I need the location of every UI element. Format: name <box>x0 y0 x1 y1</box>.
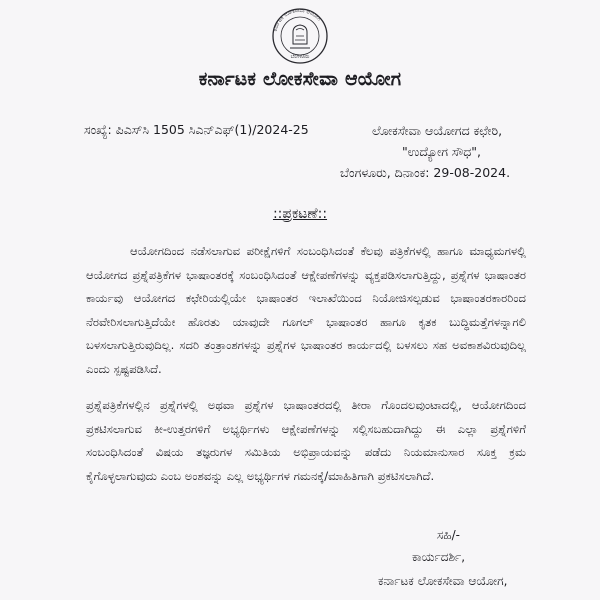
signatory-organization: ಕರ್ನಾಟಕ ಲೋಕಸೇವಾ ಆಯೋಗ, <box>378 574 508 588</box>
office-address <box>340 120 511 183</box>
svg-text:ಕರ್ನಾಟಕ ಲೋಕಸೇವಾ ಆಯೋಗ: ಕರ್ನಾಟಕ ಲೋಕಸೇವಾ ಆಯೋಗ <box>272 7 322 33</box>
office-line-2: "ಉದ್ಯೋಗ ಸೌಧ", <box>402 144 482 159</box>
paragraph-1: ಆಯೋಗದಿಂದ ನಡೆಸಲಾಗುವ ಪರೀಕ್ಷೆಗಳಿಗೆ ಸಂಬಂಧಿಸಿದಂತೆ ಕೆಲವು ಪತ್ರಿಕೆಗಳಲ್ಲಿ ಹಾಗೂ ಮಾಧ್ಯಮಗಳಲ್ಲಿ ಆಯೋಗದ ಪ್ರಶ್ನೆಪತ್ರಿಕೆಗಳ ಭಾಷಾಂತರಕ್ಕೆ ಸಂಬಂಧಿಸಿದಂತೆ ಆಕ್ಷೇಪಣೆಗಳನ್ನು ವ್ಯಕ್ತಪಡಿಸಲಾಗುತ್ತಿದ್ದು, ಪ್ರಶ್ನೆಗಳ ಭಾಷಾಂತರ ಕಾರ್ಯವು ಆಯೋಗದ ಕಛೇರಿಯಲ್ಲಿಯೇ ಭಾಷಾಂತರ ಇಲಾಖೆಯಿಂದ ನಿಯೋಜಿಸಲ್ಪಡುವ ಭಾಷಾಂತರಕಾರರಿಂದ ನೆರವೇರಿಸಲಾಗುತ್ತಿದೆಯೇ ಹೊರತು ಯಾವುದೇ ಗೂಗಲ್ ಭಾಷಾಂತರ ಹಾಗೂ ಕೃತಕ ಬುದ್ಧಿಮತ್ತೆಗಳನ್ನಾಗಲಿ ಬಳಸಲಾಗುತ್ತಿರುವುದಿಲ್ಲ. ಸದರಿ ತಂತ್ರಾಂಶಗಳನ್ನು ಪ್ರಶ್ನೆಗಳ ಭಾಷಾಂತರ ಕಾರ್ಯದಲ್ಲಿ ಬಳಸಲು ಸಹ ಅವಕಾಶವಿರುವುದಿಲ್ಲ ಎಂದು ಸ್ಪಷ್ಟಪಡಿಸಿದೆ. <box>86 244 526 376</box>
kpsc-emblem-icon <box>262 6 338 64</box>
signatory-designation: ಕಾರ್ಯದರ್ಶಿ, <box>412 550 466 564</box>
emblem-subtext: ಬೆಂಗಳೂರು <box>290 54 310 60</box>
reference-number: ಸಂಖ್ಯೆ: ಪಿಎಸ್‌ಸಿ 1505 ಸಿಎನ್‌ಎಫ್(1)/2024-25 <box>84 122 309 137</box>
notice-heading <box>0 206 600 222</box>
organization-title: ಕರ್ನಾಟಕ ಲೋಕಸೇವಾ ಆಯೋಗ <box>198 68 402 90</box>
notice-heading-text: ::ಪ್ರಕಟಣೆ:: <box>272 206 328 222</box>
office-line-1: ಲೋಕಸೇವಾ ಆಯೋಗದ ಕಛೇರಿ, <box>372 123 503 138</box>
paragraph-2: ಪ್ರಶ್ನೆಪತ್ರಿಕೆಗಳಲ್ಲಿನ ಪ್ರಶ್ನೆಗಳಲ್ಲಿ ಅಥವಾ ಪ್ರಶ್ನೆಗಳ ಭಾಷಾಂತರದಲ್ಲಿ ತೀರಾ ಗೊಂದಲವುಂಟಾದಲ್ಲಿ, ಆಯೋಗದಿಂದ ಪ್ರಕಟಿಸಲಾಗುವ ಕೀ-ಉತ್ತರಗಳಿಗೆ ಅಭ್ಯರ್ಥಿಗಳು ಆಕ್ಷೇಪಣೆಗಳನ್ನು ಸಲ್ಲಿಸಬಹುದಾಗಿದ್ದು ಈ ಎಲ್ಲಾ ಪ್ರಶ್ನೆಗಳಿಗೆ ಸಂಬಂಧಿಸಿದಂತೆ ವಿಷಯ ತಜ್ಞರುಗಳ ಸಮಿತಿಯ ಅಭಿಪ್ರಾಯವನ್ನು ಪಡೆದು ನಿಯಮಾನುಸಾರ ಸೂಕ್ತ ಕ್ರಮ ಕೈಗೊಳ್ಳಲಾಗುವುದು ಎಂಬ ಅಂಶವನ್ನು ಎಲ್ಲ ಅಭ್ಯರ್ಥಿಗಳ ಗಮನಕ್ಕೆ/ಮಾಹಿತಿಗಾಗಿ ಪ್ರಕಟಿಸಲಾಗಿದೆ. <box>86 398 526 483</box>
office-date-line: ಬೆಂಗಳೂರು, ದಿನಾಂಕ: 29-08-2024. <box>340 165 511 180</box>
signature-mark: ಸಹಿ/- <box>437 528 460 542</box>
